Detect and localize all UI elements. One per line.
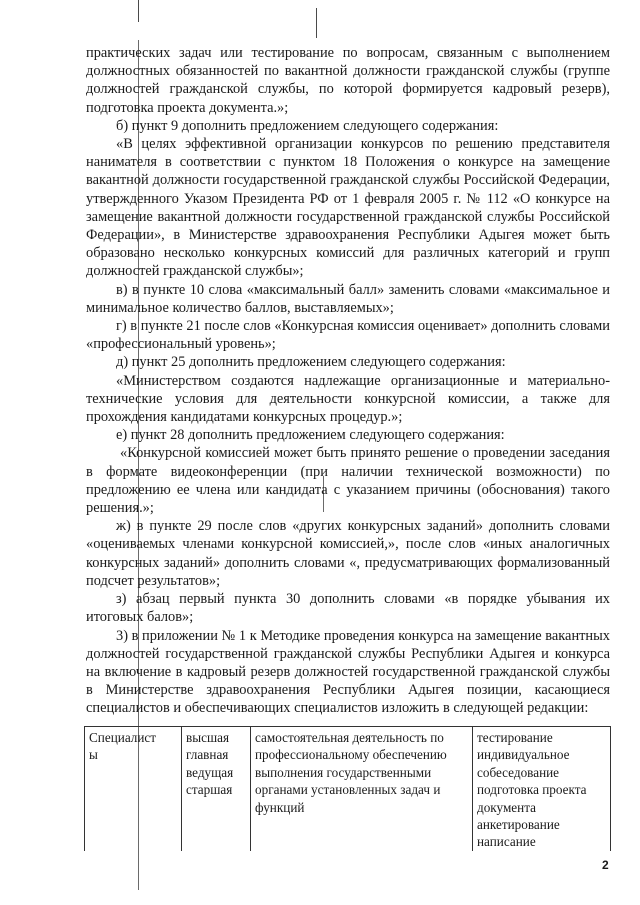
paragraph-item-3: 3) в приложении № 1 к Методике проведения конкурса на замещение вакантных должностей государственной гражданской службы Республики Адыгея и конкурса на включение в кадровый резерв должностей государственной гражданской службы в Министерстве здравоохранения Республики Адыгея позиции, касающиеся специалистов и обеспечивающих специалистов изложить в следующей редакции: (86, 627, 610, 717)
paragraph-item-v: в) в пункте 10 слова «максимальный балл» заменить словами «максимальное и минимальное количество баллов, выставляемых»; (86, 281, 610, 316)
description-text: самостоятельная деятельность по профессиональному обеспечению выполнения государственными органами установленных задач и функций (255, 730, 447, 815)
scan-artifact-line (316, 8, 317, 38)
description-cell (251, 727, 473, 852)
paragraph-item-zh: ж) в пункте 29 после слов «других конкурсных заданий» дополнить словами «оцениваемых членами конкурсной комиссией,», после слов «иных аналогичных конкурсных заданий» дополнить словами «, предусматривающих формализованный подсчет результатов»; (86, 518, 610, 589)
method-item: индивидуальное собеседование (477, 747, 570, 780)
groups-cell (182, 727, 251, 852)
paragraph-item-b: б) пункт 9 дополнить предложением следующего содержания: (116, 117, 499, 134)
paragraph-quote-videoconference: «Конкурсной комиссией может быть принято решение о проведении заседания в формате видеоконференции (при наличии технической возможности) по предложению ее члена или кандидата с указанием причины (обоснования) такого решения.»; (86, 445, 610, 517)
table-row (85, 727, 611, 852)
group-item: главная (186, 747, 229, 763)
category-label: Специалист (89, 730, 157, 745)
methods-cell (473, 727, 611, 852)
paragraph-continuation: практических задач или тестирование по вопросам, связанным с выполнением должностных обязанностей по вакантной должности гражданской службы (группе должностей гражданской службы, по которой формируется кадровый резерв), подготовка проекта документа.»; (86, 45, 610, 116)
paragraph-quote-commissions: «В целях эффективной организации конкурсов по решению представителя нанимателя в соответствии с пунктом 18 Положения о конкурсе на замещение вакантной должности государственной гражданской службы Российской Федерации, утвержденного Указом Президента РФ от 1 февраля 2005 г. № 112 «О конкурсе на замещение вакантной должности государственной гражданской службы Российской Федерации», в Министерстве здравоохранения Республики Адыгея может быть образовано несколько конкурсных комиссий для различных категорий и групп должностей гражданской службы»; (86, 136, 610, 280)
positions-table (84, 726, 611, 851)
scan-artifact-line (138, 0, 139, 22)
category-label-wrap: ы (89, 747, 98, 763)
document-body (86, 44, 610, 718)
paragraph-item-d: д) пункт 25 дополнить предложением следующего содержания: (116, 354, 506, 371)
paragraph-item-z: з) абзац первый пункта 30 дополнить словами «в порядке убывания их итоговых балов»; (86, 591, 610, 626)
category-cell (85, 727, 182, 852)
group-item: ведущая (186, 764, 234, 780)
paragraph-item-e: е) пункт 28 дополнить предложением следующего содержания: (116, 427, 505, 444)
paragraph-quote-conditions: «Министерством создаются надлежащие организационные и материально-технические условия для деятельности конкурсной комиссии, а также для прохождения кандидатами конкурсных процедур.»; (86, 372, 610, 426)
page-number: 2 (602, 858, 609, 872)
paragraph-item-g: г) в пункте 21 после слов «Конкурсная комиссия оценивает» дополнить словами «профессиональный уровень»; (86, 318, 610, 353)
method-item: написание (477, 834, 536, 850)
group-item: высшая (186, 730, 230, 745)
method-item: тестирование (477, 730, 553, 745)
method-item: анкетирование (477, 817, 560, 833)
group-item: старшая (186, 782, 233, 798)
method-item: подготовка проекта документа (477, 782, 587, 815)
